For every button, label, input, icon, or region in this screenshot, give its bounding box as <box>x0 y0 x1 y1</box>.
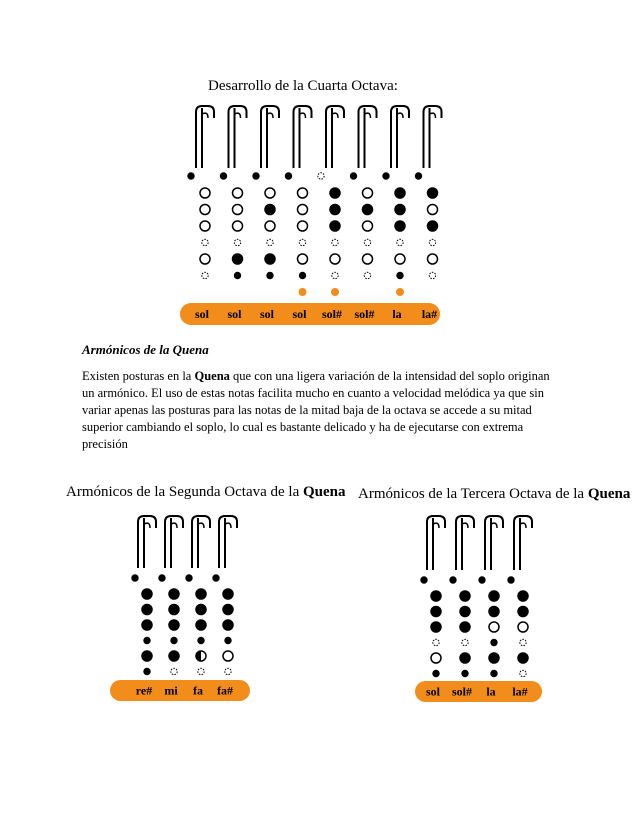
hole-s3-3-0 <box>518 591 528 601</box>
hole-s3-0-1 <box>431 607 441 617</box>
harmonics-heading: Armónicos de la Quena <box>82 342 209 357</box>
hole-s2-2-5 <box>198 668 204 674</box>
hole-s2-3-0 <box>223 589 233 599</box>
hole-s2-2-1 <box>196 605 206 615</box>
hole-s2-0-2 <box>142 620 152 630</box>
hole-s2-1-1 <box>169 605 179 615</box>
note-label-s3-1: sol# <box>451 684 473 699</box>
hole-s3-0-5 <box>433 670 439 676</box>
note-label-s2-1: mi <box>164 683 178 698</box>
note-label-s2-3: fa# <box>217 683 233 698</box>
hole-s2-0-1 <box>142 605 152 615</box>
note-label-s1-0: sol <box>194 307 210 321</box>
hole-s3-3-3 <box>520 639 526 645</box>
note-label-s3-3: la# <box>512 684 528 699</box>
hole-s3-3-5 <box>520 670 526 676</box>
hole-s3-2-0 <box>489 591 499 601</box>
thumb-hole-s3-2 <box>479 577 485 583</box>
hole-s2-2-2 <box>196 620 206 630</box>
hole-s3-0-0 <box>431 591 441 601</box>
hole-s2-1-5 <box>171 668 177 674</box>
hole-s2-3-1 <box>223 605 233 615</box>
section3-title-text: Armónicos de la Tercera Octava de la <box>358 486 588 502</box>
hole-s2-3-5 <box>225 668 231 674</box>
tube-s3-3-outline <box>514 516 532 570</box>
hole-s2-1-3 <box>171 637 177 643</box>
hole-s3-1-3 <box>462 639 468 645</box>
hole-s3-2-1 <box>489 607 499 617</box>
hole-s3-1-0 <box>460 591 470 601</box>
section2-title-text: Armónicos de la Segunda Octava de la <box>66 484 304 500</box>
hole-s2-1-0 <box>169 589 179 599</box>
thumb-hole-s3-0 <box>421 577 427 583</box>
thumb-hole-s2-1 <box>159 575 165 581</box>
section2-title-quena: Quena <box>303 484 346 500</box>
note-label-s3-0: sol <box>425 684 441 699</box>
note-label-s1-5: sol# <box>354 307 375 321</box>
note-label-s2-2: fa <box>193 683 203 698</box>
thumb-hole-s3-1 <box>450 577 456 583</box>
hole-s2-0-4 <box>142 651 152 661</box>
tube-s3-0-outline <box>427 516 445 570</box>
hole-s3-3-4 <box>518 653 528 663</box>
thumb-hole-s2-3 <box>213 575 219 581</box>
hole-s2-0-3 <box>144 637 150 643</box>
hole-s3-1-2 <box>460 622 470 632</box>
note-label-s1-1: sol <box>227 307 242 321</box>
note-label-s1-4: sol# <box>321 307 343 321</box>
hole-s3-2-5 <box>491 670 497 676</box>
note-label-s1-6: la <box>392 307 402 321</box>
hole-s3-3-1 <box>518 607 528 617</box>
note-label-s1-3: sol <box>292 307 307 321</box>
thumb-hole-s3-3 <box>508 577 514 583</box>
tube-s3-1-outline <box>456 516 474 570</box>
thumb-hole-s2-2 <box>186 575 192 581</box>
paragraph-quena: Quena <box>194 369 230 383</box>
hole-s3-1-4 <box>460 653 470 663</box>
hole-s3-0-3 <box>433 639 439 645</box>
note-label-s2-0: re# <box>135 683 153 698</box>
paragraph-part-2: que con una ligera variación de la intensidad del soplo originan un armónico. El uso de estas notas facilita mucho en cuanto a velocidad melódica ya que sin variar apenas las posturas para las notas de la mitad baja de la octava se accede a su mitad superior cambiando el soplo, lo cual es bastante delicado y ha de ejecutarse con extrema precisión <box>82 369 550 451</box>
hole-s3-0-2 <box>431 622 441 632</box>
thumb-hole-s2-0 <box>132 575 138 581</box>
hole-s2-1-4 <box>169 651 179 661</box>
note-label-s1-2: sol <box>259 307 275 321</box>
section1-title: Desarrollo de la Cuarta Octava: <box>208 78 398 94</box>
hole-s2-3-2 <box>223 620 233 630</box>
hole-s3-2-2 <box>489 622 499 632</box>
hole-s3-2-4 <box>489 653 499 663</box>
hole-s2-0-0 <box>142 589 152 599</box>
note-label-s3-2: la <box>486 684 496 699</box>
hole-s3-1-1 <box>460 607 470 617</box>
hole-s3-0-4 <box>431 653 441 663</box>
hole-s3-3-2 <box>518 622 528 632</box>
paragraph-part-1: Existen posturas en la <box>82 369 195 383</box>
hole-s2-1-2 <box>169 620 179 630</box>
hole-s3-1-5 <box>462 670 468 676</box>
hole-s2-2-3 <box>198 637 204 643</box>
hole-s3-2-3 <box>491 639 497 645</box>
note-label-s1-7: la# <box>421 307 438 321</box>
hole-s2-0-5 <box>144 668 150 674</box>
hole-s2-2-0 <box>196 589 206 599</box>
hole-s2-3-3 <box>225 637 231 643</box>
tube-s3-2-outline <box>485 516 503 570</box>
hole-s2-3-4 <box>223 651 233 661</box>
section3-title-quena: Quena <box>587 486 631 502</box>
